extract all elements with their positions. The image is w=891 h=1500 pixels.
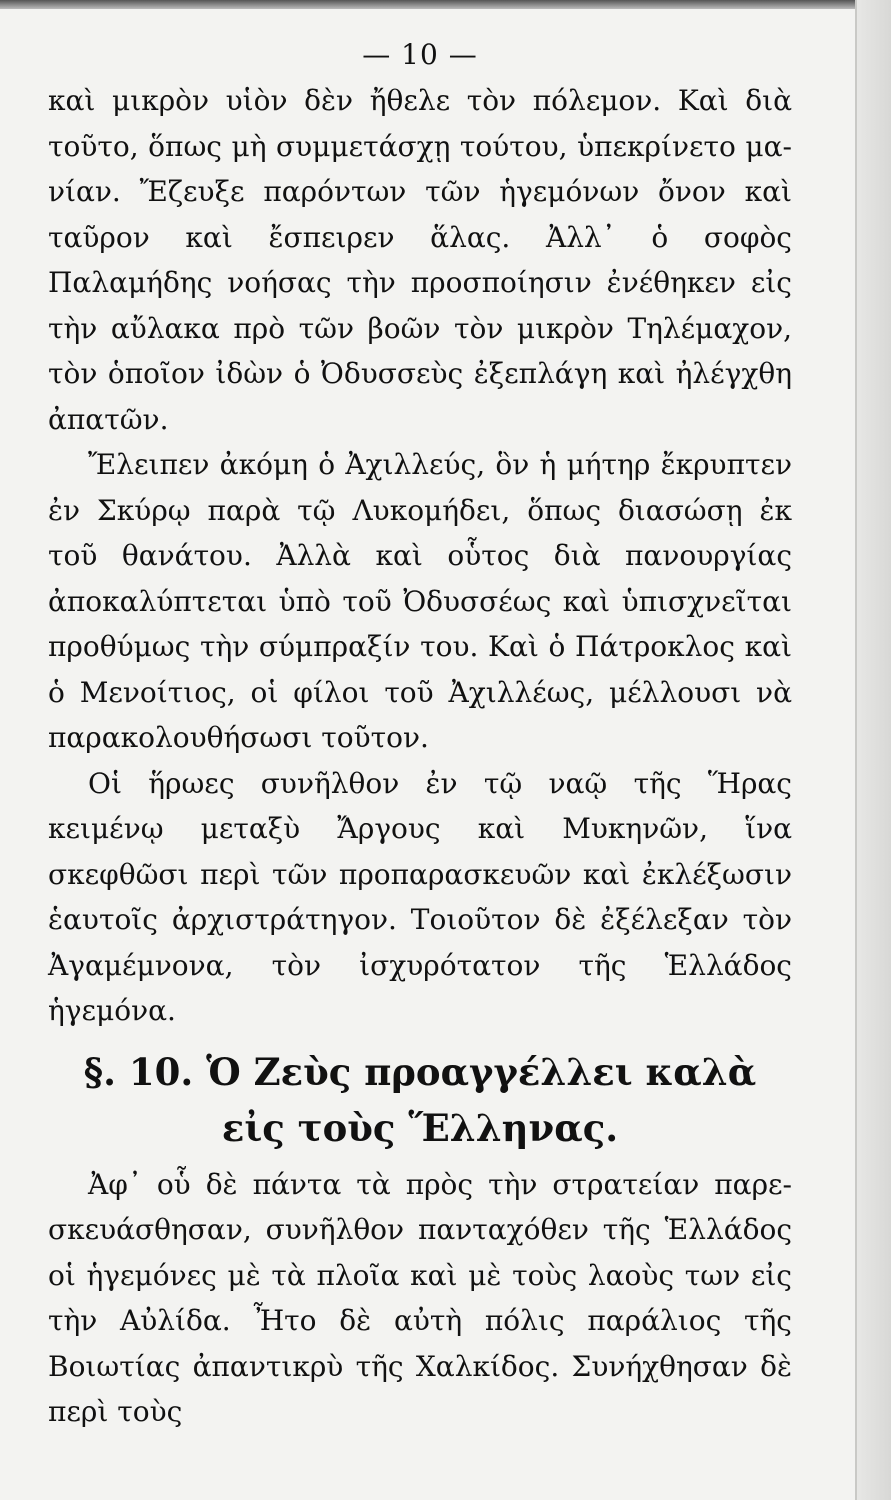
scan-top-edge	[0, 0, 891, 9]
section-heading-line-2: εἰς τοὺς Ἕλληνας.	[221, 1105, 619, 1150]
paragraph-odysseus-madness: καὶ μικρὸν υἱὸν δὲν ἤθελε τὸν πόλεμον. Καὶ διὰ τοῦτο, ὅπως μὴ συμμετάσχῃ τούτου, ὑπεκρίνετο μανίαν. Ἔζευξε παρόντων τῶν ἡγεμόνων ὄνον καὶ ταῦρον καὶ ἔσπειρεν ἅλας. Ἀλλ᾽ ὁ σοφὸς Παλαμήδης νοήσας τὴν προσποίησιν ἐνέθηκεν εἰς τὴν αὔλακα πρὸ τῶν βοῶν τὸν μικρὸν Τηλέμαχον, τὸν ὁποῖον ἰδὼν ὁ Ὀδυσσεὺς ἐξεπλάγη καὶ ἠλέγχθη ἀπατῶν.	[48, 84, 792, 436]
paragraph-heroes-assembly: Οἱ ἥρωες συνῆλθον ἐν τῷ ναῷ τῆς Ἥρας κειμένῳ μεταξὺ Ἄργους καὶ Μυκηνῶν, ἵνα σκεφθῶσι περὶ τῶν προπαρασκευῶν καὶ ἐκλέξωσιν ἑαυτοῖς ἀρχιστράτηγον. Τοιοῦτον δὲ ἐξέλεξαν τὸν Ἀγαμέμνονα, τὸν ἰσχυρότατον τῆς Ἑλλάδος ἡγεμόνα.	[48, 766, 792, 1027]
section-heading	[48, 1034, 792, 1162]
scan-right-edge	[855, 0, 891, 1500]
section-heading-line-1: §. 10. Ὁ Ζεὺς προαγγέλλει καλὰ	[83, 1049, 757, 1094]
paragraph-achilles: Ἔλειπεν ἀκόμη ὁ Ἀχιλλεύς, ὃν ἡ μήτηρ ἔκρυπτεν ἐν Σκύρῳ παρὰ τῷ Λυκομήδει, ὅπως διασώσῃ ἐκ τοῦ θανάτου. Ἀλλὰ καὶ οὗτος διὰ πανουργίας ἀποκαλύπτεται ὑπὸ τοῦ Ὀδυσσέως καὶ ὑπισχνεῖται προθύμως τὴν σύμπραξίν του. Καὶ ὁ Πάτροκλος καὶ ὁ Μενοίτιος, οἱ φίλοι τοῦ Ἀχιλλέως, μέλλουσι νὰ παρακολουθήσωσι τοῦτον.	[48, 448, 792, 754]
page-number: — 10 —	[362, 38, 478, 71]
paragraph-aulis-gathering: Ἀφ᾽ οὗ δὲ πάντα τὰ πρὸς τὴν στρατείαν παρεσκευάσθησαν, συνῆλθον πανταχόθεν τῆς Ἑλλάδος οἱ ἡγεμόνες μὲ τὰ πλοῖα καὶ μὲ τοὺς λαοὺς των εἰς τὴν Αὐλίδα. Ἦτο δὲ αὐτὴ πόλις παράλιος τῆς Βοιωτίας ἀπαντικρὺ τῆς Χαλκίδος. Συνήχθησαν δὲ περὶ τοὺς	[48, 1167, 792, 1428]
book-page	[48, 32, 792, 1435]
